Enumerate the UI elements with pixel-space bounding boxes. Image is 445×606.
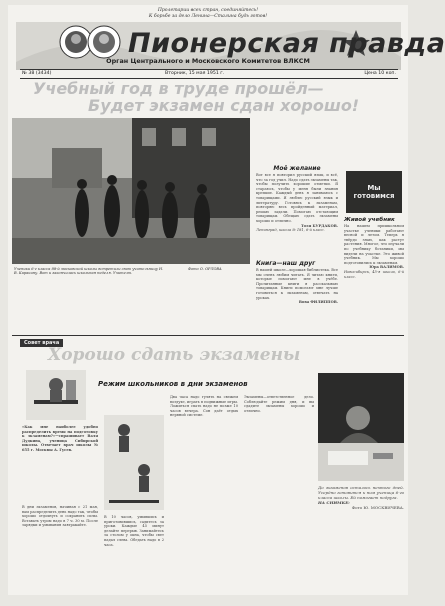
right-photo-label: НА СНИМКЕ: — [318, 500, 350, 505]
section-banner: Хорошо сдать экзамены — [48, 345, 301, 365]
regime-body-3: Два часа надо гулять на свежем воздухе, играть в подвижные игры. Ложиться спать надо не позже 10 часов вечера. Сон даёт отдых нервной системе. — [170, 395, 238, 418]
portrait-right — [88, 26, 120, 58]
headline-line-2: Будет экзамен сдан хорошо! — [88, 96, 360, 115]
headline-line-1: Учебный год в труде прошёл— — [33, 79, 324, 98]
motto-line-1: Пролетарии всех стран, соединяйтесь! — [157, 8, 259, 13]
right-photo-text: До экзаменов осталось немного дней. Усердно готовится к ним ученица 6-го класса школы. Ей помогает подруга. — [318, 485, 404, 500]
issue-price: Цена 10 коп. — [364, 71, 396, 76]
students-photo — [12, 118, 250, 264]
newspaper-page — [8, 5, 445, 595]
living-textbook-place: Новосибирск, 45-я школа, 6-й класс. — [344, 269, 404, 279]
illustration-activities — [104, 415, 164, 510]
book-friend-title: Книга—наш друг — [256, 260, 316, 267]
masthead-subtitle: Орган Центрального и Московского Комитетов ВЛКСМ — [106, 57, 310, 65]
issue-info-bar — [20, 69, 398, 79]
living-textbook-title: Живой учебник — [344, 217, 395, 223]
regime-body-4: Экзамены—ответственное дело. Соблюдайте режим дня, и вы сдадите экзамены хорошо и отлично. — [244, 395, 314, 413]
regime-title: Режим школьников в дни экзаменов — [98, 380, 248, 388]
book-friend-sign: Вова ФИЛИППОВ. — [298, 300, 338, 305]
living-textbook-article — [344, 217, 404, 329]
portrait-left — [60, 26, 92, 58]
we-prepare-badge: Мы готовимся — [346, 171, 402, 213]
living-textbook-body: На нашем пришкольном участке ученики работают весной и летом. Теперь я твёрдо знаю, как растут растения. Многое, что изучали по учебнику ботаники, мы видели на участке. Это живой учебник. Мы хорошо подготовились к экзаменам. — [344, 224, 404, 265]
right-photo-caption — [318, 485, 404, 585]
photo-caption: Ученики 6-г класса 88-й московской школы встретили свою учительницу Н. В. Каракину. Вот и закончилась школьная неделя. Учителю. — [14, 267, 164, 276]
motto-line-2: К борьбе за дело Ленина—Сталина будь готов! — [148, 13, 268, 19]
my-wish-place: Ленинград, школа № 181, 6-й класс. — [256, 228, 325, 233]
book-friend-article — [256, 260, 338, 332]
photo-credit: Фото О. ОРЛОВА — [188, 267, 222, 271]
student-reading-photo — [318, 373, 404, 481]
masthead-motto — [8, 8, 408, 19]
regime-body-2: В 10 часов, умывшись и приготовившись, садитесь за уроки. Каждые 45 минут делайте перерыв. Занимайтесь за столом у окна, чтобы свет падал слева. Обедать надо в 2 часа. — [104, 515, 164, 547]
book-friend-body: В нашей школе—хорошая библиотека. Все мы очень любим читать. Я читаю книги, которые помогают мне в учёбе. Прочитанные книги я рассказываю товарищам. Книги помогают мне лучше готовиться к экзаменам, отвечать на уроках. — [256, 268, 338, 300]
living-textbook-sign: Юра ВАЛИМОВ. — [369, 265, 404, 270]
main-headline — [33, 80, 359, 114]
regime-intro: «Как мне наиболее удобно распределить время на подготовку к экзаменам?»—спрашивает Валя Дудкина, ученица Сибирской школы. Отвечает врач школы № 655 г. Москвы А. Гусев. — [22, 425, 98, 452]
regime-body-1: В дни экзаменов, начиная с 21 мая, вам распределить день надо так, чтобы хорошо отдохнуть и сохранить силы. Вставать утром надо в 7 ч. 30 м. После зарядки и умывания завтракайте. — [22, 505, 98, 528]
issue-number: № 38 (3434) — [22, 71, 52, 76]
masthead-title: Пионерская правда — [128, 28, 445, 59]
my-wish-title: Моё желание — [273, 165, 321, 172]
my-wish-sign: Толя БУРДАКОВ. — [300, 223, 338, 228]
right-photo-credit: Фото Ю. МОСКВИЧЕВА. — [351, 505, 404, 510]
doctor-advice-label: Совет врача — [20, 339, 63, 347]
illustration-desk — [26, 370, 86, 420]
section-divider — [12, 335, 404, 336]
my-wish-body: Вот все я повторил русский язык, и всё, что за год учил. Надо сдать экзамены так, чтобы получить хорошие отметки. Я стараюсь, чтобы у меня были знания крепкие. Каждый день я занимаюсь с товарищами. Я люблю русский язык и литературу. Готовясь к экзаменам, повторяю весь пройденный материал, решаю задачи. Помогаю отстающим товарищам. Обещаю сдать экзамены хорошо и отлично. — [256, 173, 338, 223]
issue-date: Вторник, 15 мая 1951 г. — [165, 71, 225, 76]
